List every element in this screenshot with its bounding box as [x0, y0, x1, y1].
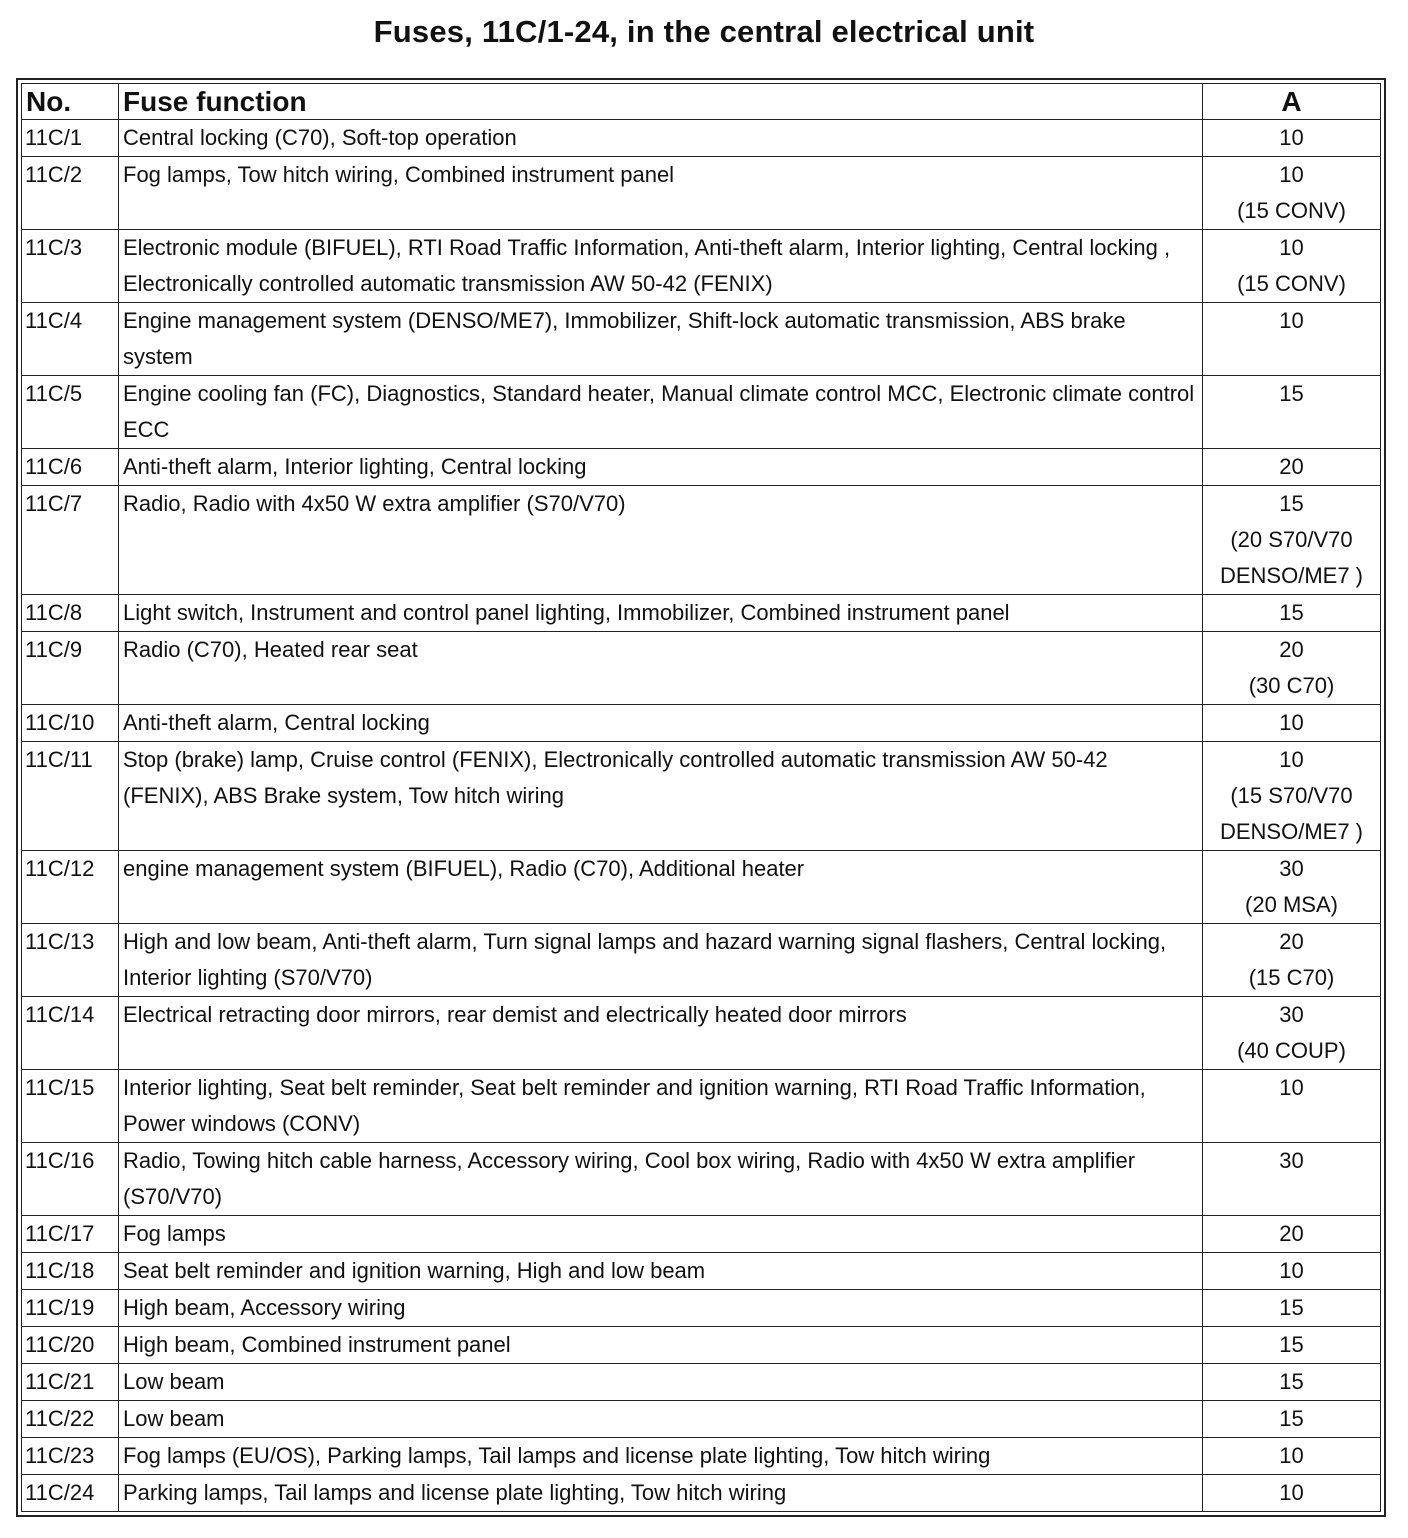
- amperage-value: (20 MSA): [1245, 892, 1338, 917]
- fuse-amperage: [1203, 157, 1381, 230]
- amperage-value: 15: [1279, 1295, 1304, 1320]
- fuse-amperage: [1203, 997, 1381, 1070]
- fuse-amperage: [1203, 1475, 1381, 1512]
- fuse-number: 11C/12: [22, 851, 119, 924]
- fuse-amperage: [1203, 924, 1381, 997]
- fuse-amperage: [1203, 632, 1381, 705]
- table-row: [22, 1364, 1381, 1401]
- fuse-number: 11C/14: [22, 997, 119, 1070]
- fuse-function: High beam, Combined instrument panel: [119, 1327, 1203, 1364]
- fuse-function: Fog lamps: [119, 1216, 1203, 1253]
- amperage-value: 30: [1279, 856, 1304, 881]
- fuse-function: Electrical retracting door mirrors, rear demist and electrically heated door mirrors: [119, 997, 1203, 1070]
- amperage-value: 10: [1279, 1258, 1304, 1283]
- amperage-value: 10: [1279, 1443, 1304, 1468]
- table-row: [22, 1143, 1381, 1216]
- fuse-function: Seat belt reminder and ignition warning, High and low beam: [119, 1253, 1203, 1290]
- fuse-amperage: [1203, 742, 1381, 851]
- amperage-value: 10: [1279, 1480, 1304, 1505]
- fuse-amperage: [1203, 1364, 1381, 1401]
- fuse-function: Light switch, Instrument and control panel lighting, Immobilizer, Combined instrument panel: [119, 595, 1203, 632]
- table-row: [22, 120, 1381, 157]
- fuse-function: engine management system (BIFUEL), Radio (C70), Additional heater: [119, 851, 1203, 924]
- table-row: [22, 157, 1381, 230]
- amperage-value: (15 C70): [1248, 965, 1335, 990]
- fuse-function: Engine cooling fan (FC), Diagnostics, Standard heater, Manual climate control MCC, Electronic climate control ECC: [119, 376, 1203, 449]
- fuse-table: [21, 83, 1381, 1512]
- fuse-table-body: [22, 120, 1381, 1512]
- fuse-function: High and low beam, Anti-theft alarm, Turn signal lamps and hazard warning signal flashers, Central locking, Interior lighting (S70/V70): [119, 924, 1203, 997]
- fuse-number: 11C/7: [22, 486, 119, 595]
- table-row: [22, 1253, 1381, 1290]
- fuse-table-frame: [16, 78, 1386, 1517]
- amperage-value: (15 S70/V70: [1230, 783, 1353, 808]
- fuse-function: Electronic module (BIFUEL), RTI Road Traffic Information, Anti-theft alarm, Interior lighting, Central locking , Electronically controlled automatic transmission AW 50-42 (FENIX): [119, 230, 1203, 303]
- fuse-function: Engine management system (DENSO/ME7), Immobilizer, Shift-lock automatic transmission, ABS brake system: [119, 303, 1203, 376]
- fuse-function: Fog lamps, Tow hitch wiring, Combined instrument panel: [119, 157, 1203, 230]
- fuse-amperage: [1203, 1216, 1381, 1253]
- table-row: [22, 376, 1381, 449]
- fuse-function: Central locking (C70), Soft-top operation: [119, 120, 1203, 157]
- amperage-value: 10: [1279, 235, 1304, 260]
- fuse-function: Low beam: [119, 1364, 1203, 1401]
- fuse-number: 11C/2: [22, 157, 119, 230]
- amperage-value: DENSO/ME7 ): [1219, 563, 1364, 588]
- fuse-function: Parking lamps, Tail lamps and license plate lighting, Tow hitch wiring: [119, 1475, 1203, 1512]
- amperage-value: 20: [1279, 454, 1304, 479]
- fuse-number: 11C/24: [22, 1475, 119, 1512]
- fuse-function: High beam, Accessory wiring: [119, 1290, 1203, 1327]
- fuse-number: 11C/5: [22, 376, 119, 449]
- table-row: [22, 632, 1381, 705]
- fuse-function: Radio, Towing hitch cable harness, Accessory wiring, Cool box wiring, Radio with 4x50 W extra amplifier (S70/V70): [119, 1143, 1203, 1216]
- amperage-value: DENSO/ME7 ): [1219, 819, 1364, 844]
- fuse-number: 11C/8: [22, 595, 119, 632]
- amperage-value: 10: [1279, 308, 1304, 333]
- fuse-number: 11C/17: [22, 1216, 119, 1253]
- amperage-value: (15 CONV): [1237, 198, 1346, 223]
- fuse-number: 11C/3: [22, 230, 119, 303]
- fuse-number: 11C/23: [22, 1438, 119, 1475]
- table-header-row: [22, 84, 1381, 120]
- fuse-function: Interior lighting, Seat belt reminder, Seat belt reminder and ignition warning, RTI Road Traffic Information, Power windows (CONV): [119, 1070, 1203, 1143]
- fuse-amperage: [1203, 1401, 1381, 1438]
- table-row: [22, 1070, 1381, 1143]
- fuse-number: 11C/19: [22, 1290, 119, 1327]
- amperage-value: 20: [1279, 637, 1304, 662]
- fuse-amperage: [1203, 120, 1381, 157]
- header-function: Fuse function: [119, 84, 1203, 120]
- amperage-value: (15 CONV): [1237, 271, 1346, 296]
- fuse-number: 11C/9: [22, 632, 119, 705]
- table-row: [22, 1290, 1381, 1327]
- table-row: [22, 705, 1381, 742]
- fuse-number: 11C/13: [22, 924, 119, 997]
- amperage-value: 15: [1279, 1369, 1304, 1394]
- amperage-value: 15: [1279, 491, 1304, 516]
- fuse-number: 11C/4: [22, 303, 119, 376]
- fuse-number: 11C/16: [22, 1143, 119, 1216]
- amperage-value: 10: [1279, 125, 1304, 150]
- amperage-value: (40 COUP): [1237, 1038, 1346, 1063]
- amperage-value: 15: [1279, 1332, 1304, 1357]
- table-row: [22, 449, 1381, 486]
- amperage-value: 30: [1279, 1002, 1304, 1027]
- fuse-amperage: [1203, 1143, 1381, 1216]
- fuse-number: 11C/22: [22, 1401, 119, 1438]
- fuse-amperage: [1203, 595, 1381, 632]
- fuse-amperage: [1203, 1290, 1381, 1327]
- fuse-function: Radio (C70), Heated rear seat: [119, 632, 1203, 705]
- header-amperage: A: [1203, 84, 1381, 120]
- amperage-value: 10: [1279, 710, 1304, 735]
- fuse-number: 11C/18: [22, 1253, 119, 1290]
- fuse-function: Anti-theft alarm, Central locking: [119, 705, 1203, 742]
- amperage-value: 10: [1279, 1075, 1304, 1100]
- fuse-function: Radio, Radio with 4x50 W extra amplifier (S70/V70): [119, 486, 1203, 595]
- fuse-amperage: [1203, 1327, 1381, 1364]
- table-row: [22, 486, 1381, 595]
- fuse-number: 11C/11: [22, 742, 119, 851]
- fuse-amperage: [1203, 230, 1381, 303]
- amperage-value: 15: [1279, 381, 1304, 406]
- fuse-function: Stop (brake) lamp, Cruise control (FENIX), Electronically controlled automatic transmission AW 50-42 (FENIX), ABS Brake system, Tow hitch wiring: [119, 742, 1203, 851]
- table-row: [22, 303, 1381, 376]
- table-row: [22, 742, 1381, 851]
- amperage-value: 10: [1279, 162, 1304, 187]
- fuse-amperage: [1203, 376, 1381, 449]
- fuse-number: 11C/10: [22, 705, 119, 742]
- page-title: Fuses, 11C/1-24, in the central electrical unit: [373, 14, 1035, 49]
- fuse-amperage: [1203, 705, 1381, 742]
- amperage-value: (20 S70/V70: [1230, 527, 1353, 552]
- amperage-value: 15: [1279, 600, 1304, 625]
- fuse-amperage: [1203, 486, 1381, 595]
- table-row: [22, 1438, 1381, 1475]
- table-row: [22, 1327, 1381, 1364]
- amperage-value: 30: [1279, 1148, 1304, 1173]
- fuse-number: 11C/1: [22, 120, 119, 157]
- header-no: No.: [22, 84, 119, 120]
- fuse-amperage: [1203, 1070, 1381, 1143]
- table-row: [22, 230, 1381, 303]
- amperage-value: (30 C70): [1248, 673, 1335, 698]
- amperage-value: 10: [1279, 747, 1304, 772]
- table-row: [22, 997, 1381, 1070]
- fuse-function: Anti-theft alarm, Interior lighting, Central locking: [119, 449, 1203, 486]
- fuse-number: 11C/15: [22, 1070, 119, 1143]
- fuse-function: Fog lamps (EU/OS), Parking lamps, Tail lamps and license plate lighting, Tow hitch wiring: [119, 1438, 1203, 1475]
- amperage-value: 15: [1279, 1406, 1304, 1431]
- fuse-number: 11C/6: [22, 449, 119, 486]
- table-row: [22, 924, 1381, 997]
- fuse-amperage: [1203, 449, 1381, 486]
- fuse-number: 11C/20: [22, 1327, 119, 1364]
- table-row: [22, 595, 1381, 632]
- table-row: [22, 1216, 1381, 1253]
- fuse-amperage: [1203, 1438, 1381, 1475]
- fuse-number: 11C/21: [22, 1364, 119, 1401]
- fuse-amperage: [1203, 303, 1381, 376]
- table-row: [22, 1475, 1381, 1512]
- amperage-value: 20: [1279, 1221, 1304, 1246]
- fuse-amperage: [1203, 851, 1381, 924]
- fuse-function: Low beam: [119, 1401, 1203, 1438]
- table-row: [22, 851, 1381, 924]
- table-row: [22, 1401, 1381, 1438]
- amperage-value: 20: [1279, 929, 1304, 954]
- fuse-amperage: [1203, 1253, 1381, 1290]
